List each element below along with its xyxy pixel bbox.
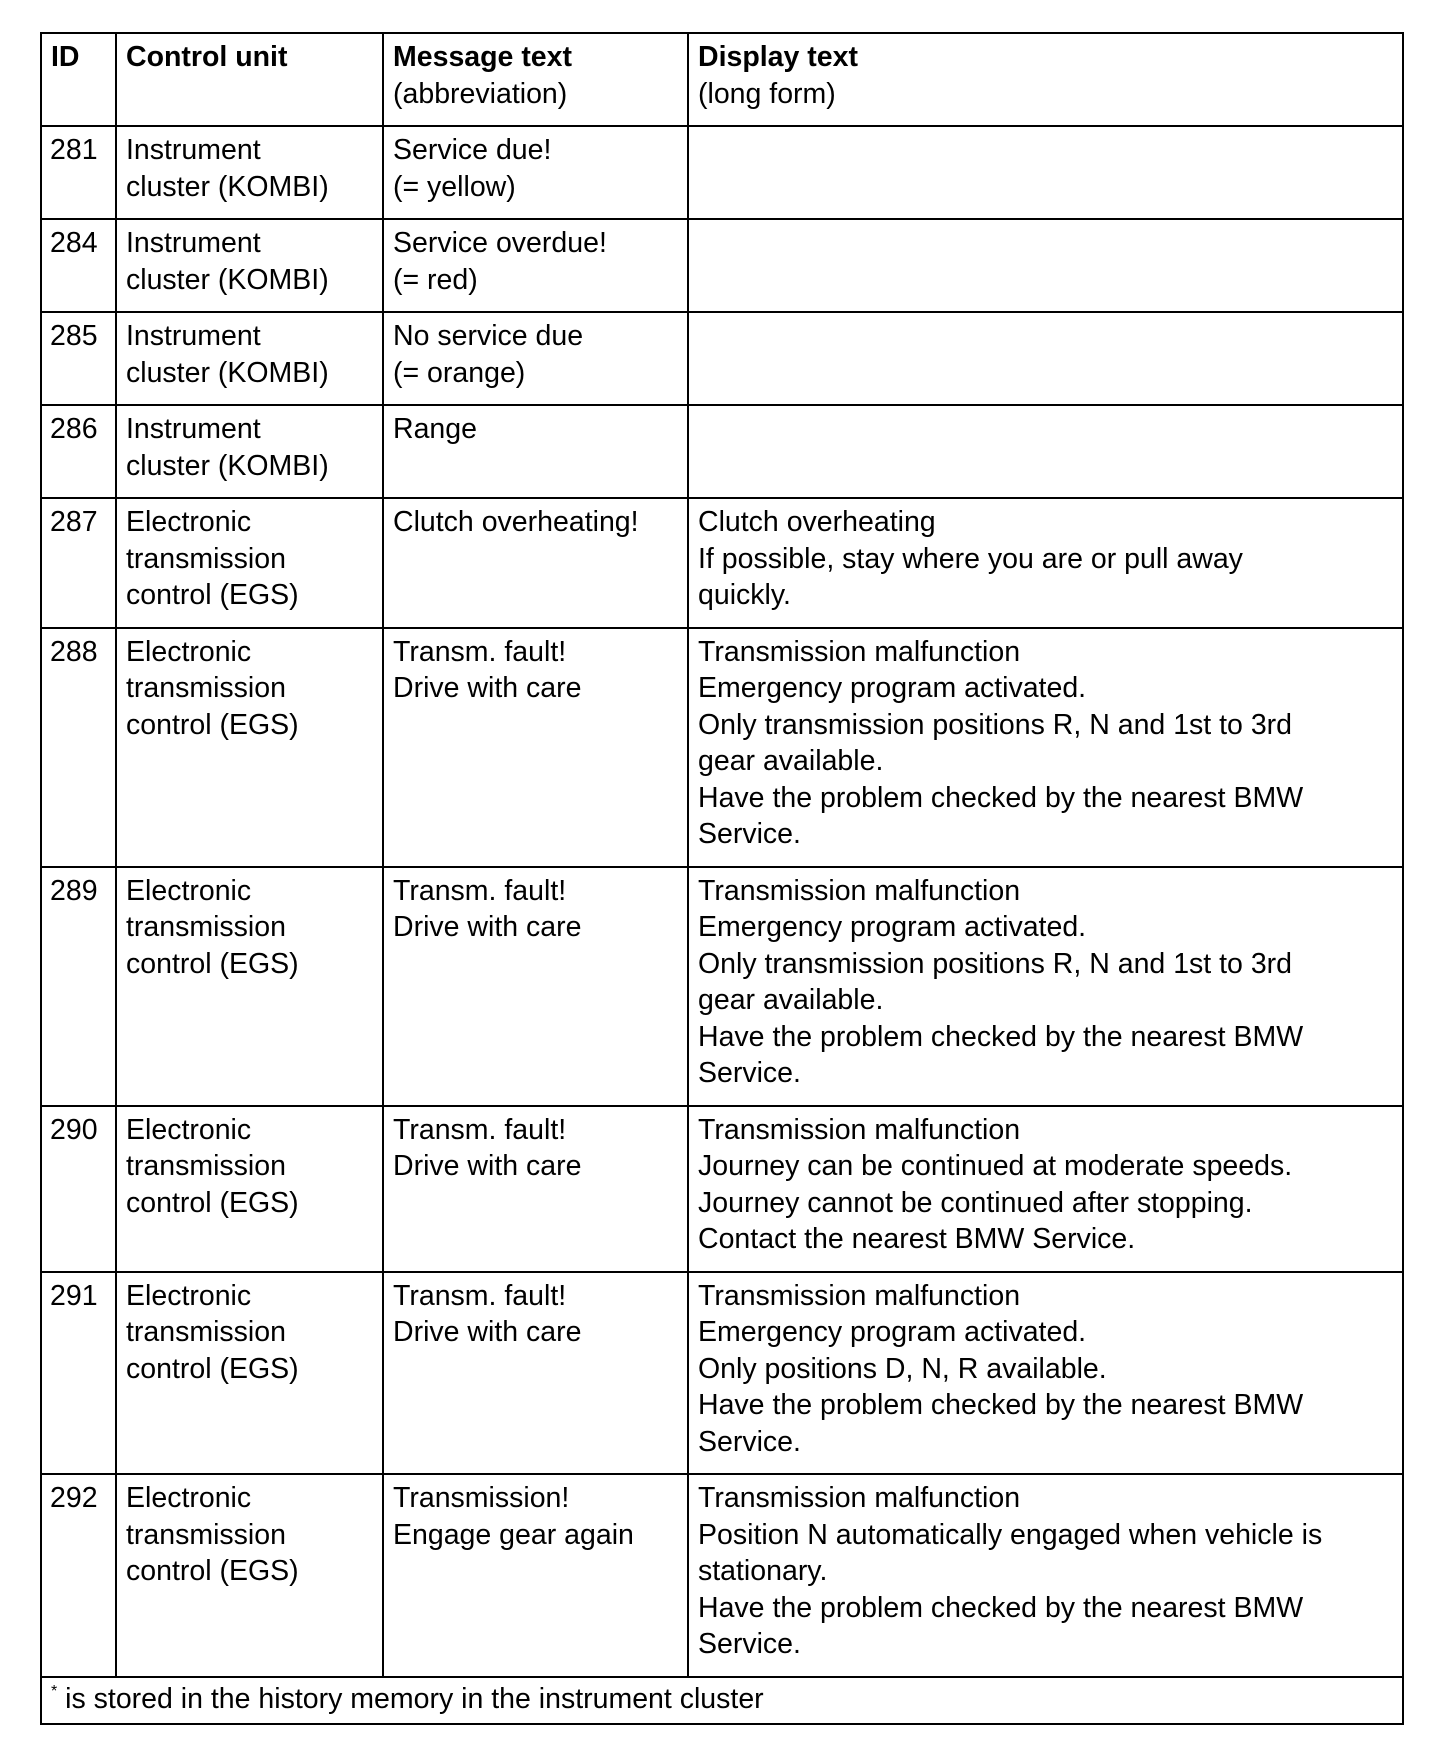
message-text-cell — [383, 628, 688, 867]
column-header-message-text-title: Message text — [393, 41, 573, 73]
display-text-line: Only transmission positions R, N and 1st to 3rd — [698, 947, 1293, 980]
footnote-marker: * — [51, 1682, 58, 1700]
column-header-message-text-subtitle: (abbreviation) — [393, 77, 568, 110]
display-text-line: Emergency program activated. — [698, 911, 1087, 943]
display-text-line: Contact the nearest BMW Service. — [698, 1223, 1136, 1255]
display-text-line: Emergency program activated. — [698, 1316, 1087, 1348]
display-text-line: Transmission malfunction — [698, 635, 1021, 668]
display-text-line: Transmission malfunction — [698, 874, 1021, 907]
display-text-cell — [688, 498, 1403, 628]
control-unit-cell — [116, 1272, 383, 1475]
control-unit-cell — [116, 867, 383, 1106]
message-text-cell — [383, 1474, 688, 1677]
message-text-line: Drive with care — [393, 911, 582, 943]
table-row — [41, 219, 1403, 312]
control-unit-line: Electronic — [126, 635, 252, 668]
control-unit-line: Instrument — [126, 134, 261, 166]
message-text-line: Engage gear again — [393, 1518, 634, 1551]
control-unit-line: control (EGS) — [126, 947, 299, 980]
id-cell: 291 — [41, 1272, 116, 1475]
table-row — [41, 498, 1403, 628]
control-unit-line: control (EGS) — [126, 1555, 299, 1587]
message-text-line: Transm. fault! — [393, 1279, 567, 1312]
footnote — [41, 1677, 1403, 1725]
table-row — [41, 867, 1403, 1106]
id-cell: 284 — [41, 219, 116, 312]
message-text-cell — [383, 498, 688, 628]
table-row — [41, 1106, 1403, 1272]
table-body — [41, 126, 1403, 1677]
control-unit-line: transmission — [126, 1518, 286, 1551]
id-cell: 286 — [41, 405, 116, 498]
control-unit-cell — [116, 1474, 383, 1677]
control-unit-line: control (EGS) — [126, 708, 299, 741]
id-cell: 290 — [41, 1106, 116, 1272]
control-unit-line: cluster (KOMBI) — [126, 356, 329, 389]
display-text-line: Have the problem checked by the nearest BMW — [698, 781, 1304, 814]
control-unit-line: control (EGS) — [126, 1352, 299, 1385]
control-unit-cell — [116, 219, 383, 312]
control-unit-line: transmission — [126, 1150, 286, 1182]
display-text-line: Emergency program activated. — [698, 672, 1087, 704]
control-unit-line: Instrument — [126, 227, 261, 259]
display-text-line: Journey can be continued at moderate speeds. — [698, 1150, 1293, 1182]
id-cell: 281 — [41, 126, 116, 219]
display-text-line: Service. — [698, 1425, 801, 1458]
id-cell: 288 — [41, 628, 116, 867]
display-text-line: Transmission malfunction — [698, 1113, 1021, 1146]
display-text-cell — [688, 126, 1403, 219]
display-text-line: Service. — [698, 1057, 801, 1089]
display-text-line: Transmission malfunction — [698, 1482, 1021, 1514]
control-unit-line: Electronic — [126, 506, 252, 538]
message-text-line: Drive with care — [393, 1316, 582, 1348]
column-header-display-text-subtitle: (long form) — [698, 77, 836, 110]
footnote-row — [41, 1677, 1403, 1725]
display-text-line: If possible, stay where you are or pull away — [698, 542, 1243, 575]
control-unit-cell — [116, 312, 383, 405]
display-text-line: gear available. — [698, 745, 884, 777]
message-text-cell — [383, 1106, 688, 1272]
column-header-display-text — [688, 33, 1403, 126]
control-unit-messages-table — [40, 32, 1404, 1725]
message-text-line: (= red) — [393, 263, 478, 296]
message-text-cell — [383, 1272, 688, 1475]
table-row — [41, 312, 1403, 405]
display-text-line: Transmission malfunction — [698, 1279, 1021, 1312]
control-unit-line: control (EGS) — [126, 579, 299, 611]
control-unit-line: cluster (KOMBI) — [126, 170, 329, 203]
display-text-line: Only positions D, N, R available. — [698, 1352, 1107, 1385]
control-unit-line: control (EGS) — [126, 1186, 299, 1219]
display-text-line: Service. — [698, 818, 801, 850]
table-row — [41, 126, 1403, 219]
table-row — [41, 1272, 1403, 1475]
message-text-line: Drive with care — [393, 1150, 582, 1182]
display-text-line: Position N automatically engaged when vehicle is — [698, 1518, 1323, 1551]
control-unit-line: Electronic — [126, 1279, 252, 1312]
message-text-line: Service overdue! — [393, 227, 607, 259]
message-text-line: (= orange) — [393, 356, 526, 389]
display-text-cell — [688, 405, 1403, 498]
display-text-line: Have the problem checked by the nearest BMW — [698, 1389, 1304, 1421]
table-header-row — [41, 33, 1403, 126]
message-text-cell — [383, 405, 688, 498]
column-header-display-text-title: Display text — [698, 41, 858, 73]
message-text-cell — [383, 312, 688, 405]
display-text-line: Only transmission positions R, N and 1st to 3rd — [698, 708, 1293, 741]
control-unit-line: Instrument — [126, 413, 261, 445]
message-text-line: No service due — [393, 320, 584, 352]
control-unit-line: cluster (KOMBI) — [126, 449, 329, 482]
message-text-line: Drive with care — [393, 672, 582, 704]
control-unit-cell — [116, 126, 383, 219]
display-text-line: Journey cannot be continued after stopping. — [698, 1186, 1253, 1219]
id-cell: 292 — [41, 1474, 116, 1677]
column-header-control-unit-title: Control unit — [126, 41, 288, 73]
table-row — [41, 628, 1403, 867]
display-text-cell — [688, 1272, 1403, 1475]
control-unit-line: Instrument — [126, 320, 261, 352]
message-text-line: Range — [393, 413, 477, 445]
display-text-line: Have the problem checked by the nearest BMW — [698, 1020, 1304, 1053]
table-row — [41, 405, 1403, 498]
display-text-line: Have the problem checked by the nearest BMW — [698, 1591, 1304, 1624]
column-header-id-title: ID — [51, 41, 80, 73]
display-text-cell — [688, 219, 1403, 312]
message-text-line: Transm. fault! — [393, 874, 567, 907]
display-text-line: Service. — [698, 1628, 801, 1660]
column-header-control-unit — [116, 33, 383, 126]
control-unit-line: transmission — [126, 911, 286, 943]
control-unit-line: transmission — [126, 1316, 286, 1348]
control-unit-line: transmission — [126, 542, 286, 575]
message-text-cell — [383, 126, 688, 219]
display-text-cell — [688, 1106, 1403, 1272]
message-text-line: Clutch overheating! — [393, 506, 639, 538]
display-text-cell — [688, 1474, 1403, 1677]
control-unit-cell — [116, 1106, 383, 1272]
message-text-line: Transm. fault! — [393, 635, 567, 668]
control-unit-line: Electronic — [126, 874, 252, 907]
control-unit-cell — [116, 628, 383, 867]
id-cell: 289 — [41, 867, 116, 1106]
display-text-line: stationary. — [698, 1555, 828, 1587]
message-text-line: Transmission! — [393, 1482, 570, 1514]
id-cell: 287 — [41, 498, 116, 628]
column-header-id — [41, 33, 116, 126]
message-text-cell — [383, 219, 688, 312]
control-unit-line: Electronic — [126, 1113, 252, 1146]
message-text-line: Transm. fault! — [393, 1113, 567, 1146]
display-text-line: Clutch overheating — [698, 506, 936, 538]
column-header-message-text — [383, 33, 688, 126]
footnote-text: is stored in the history memory in the instrument cluster — [57, 1682, 764, 1715]
display-text-line: quickly. — [698, 579, 791, 611]
control-unit-line: Electronic — [126, 1482, 252, 1514]
message-text-cell — [383, 867, 688, 1106]
control-unit-line: cluster (KOMBI) — [126, 263, 329, 296]
display-text-cell — [688, 628, 1403, 867]
display-text-cell — [688, 312, 1403, 405]
message-text-line: (= yellow) — [393, 170, 516, 203]
control-unit-cell — [116, 498, 383, 628]
display-text-cell — [688, 867, 1403, 1106]
display-text-line: gear available. — [698, 984, 884, 1016]
control-unit-cell — [116, 405, 383, 498]
message-text-line: Service due! — [393, 134, 552, 166]
control-unit-line: transmission — [126, 672, 286, 704]
table-row — [41, 1474, 1403, 1677]
id-cell: 285 — [41, 312, 116, 405]
